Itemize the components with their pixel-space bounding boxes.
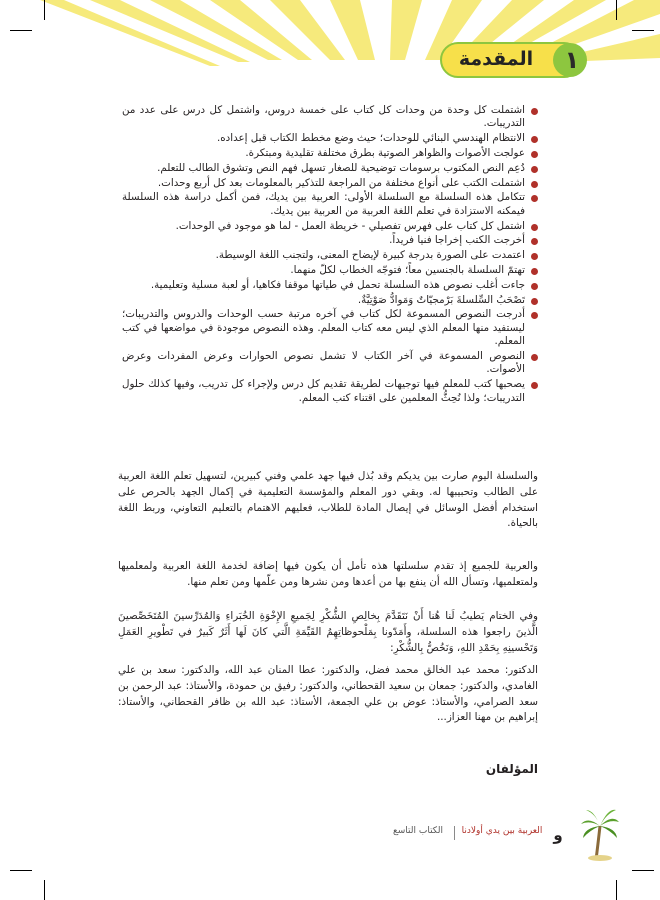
body-paragraph: والعربية للجميع إذ تقدم سلسلتها هذه تأمل أن يكون فيها إضافة لخدمة اللغة العربية ولمعلميها ولمتعلميها، وتسأل الله أن ينفع بها من أعدها ومن نشرها ومن علّمها ومن تعلم منها. bbox=[118, 560, 538, 588]
list-item: اشتملت كل وحدة من وحدات كل كتاب على خمسة دروس، واشتمل كل درس على عدد من التدريبات. bbox=[122, 104, 538, 131]
crop-mark bbox=[616, 880, 617, 900]
features-list bbox=[122, 104, 538, 406]
list-item: أدرجت النصوص المسموعة لكل كتاب في آخره مرتبة حسب الوحدات والدروس والتدريبات؛ ليستفيد منها المعلم الذي ليس معه كتاب المعلم. وهذه النصوص موجودة في مواضعها في كتب المعلم. bbox=[122, 308, 538, 348]
book-name: الكتاب التاسع bbox=[392, 826, 444, 836]
series-name: العربية بين يدي أولادنا bbox=[461, 826, 543, 836]
page-number: و bbox=[553, 826, 563, 844]
footer-divider bbox=[454, 826, 455, 840]
list-item: دُعِم النص المكتوب برسومات توضيحية للصغار تسهل فهم النص وتشوق الطالب للتعلم. bbox=[122, 162, 538, 175]
chapter-title: المقدمة bbox=[458, 48, 534, 70]
body-paragraph: والسلسلة اليوم صارت بين يديكم وقد بُذل فيها جهد علمي وفني كبيرين، لتسهيل تعلم اللغة العربية على الطالب وتحبيبها له. وبقي دور المعلم والمؤسسة التعليمية في إكمال الجهد بالحرص على استخدام أفضل الوسائل في إيصال المادة للطلاب، فعليهم الاهتمام بالتعليم التعاوني، وربط اللغة بالحياة. bbox=[118, 470, 538, 530]
crop-mark bbox=[44, 0, 45, 20]
list-item: تتكامل هذه السلسلة مع السلسلة الأولى: العربية بين يديك، فمن أكمل دراسة هذه السلسلة فيمكنه الاستزادة في تعلم اللغة العربية من العربية بين يديك. bbox=[122, 191, 538, 218]
crop-mark bbox=[44, 880, 45, 900]
palm-tree-icon bbox=[580, 806, 620, 862]
list-item: تَصْحَبُ السِّلسلةَ بَرْمجيّاتٌ وَمَوادُّ صَوْتِيَّةٌ. bbox=[122, 294, 538, 307]
list-item: النصوص المسموعة في آخر الكتاب لا تشمل نصوص الحوارات وعرض المفردات وعرض الأصوات. bbox=[122, 350, 538, 377]
acknowledgement-paragraph: وفي الختام يَطيبُ لَنا هُنا أَنْ نَتَقَدَّمَ بِخالِصِ الشُّكْرِ لِجَميعِ الإِخْوَةِ الخُبَراءِ وَالمُدَرِّسينَ المُتَخَصِّصينَ الَّذينَ راجعوا هذه السلسلة، وأَمَدّونا بِمَلْحوظاتِهِمُ القَيِّمَةِ الَّتي كانَ لَها أَثَرٌ كَبيرٌ في تَطْويرِ العَمَلِ وَتَحْسينِهِ بِحَمْدِ اللهِ، وَنَخُصُّ بِالشُّكْرِ: bbox=[118, 610, 538, 654]
list-item: أخرجت الكتب إخراجا فنيا فريداً. bbox=[122, 234, 538, 247]
list-item: جاءت أغلب نصوص هذه السلسلة تحمل في طياتها موقفا فكاهيا، أو لعبة مسلية وتعليمية. bbox=[122, 279, 538, 292]
crop-mark bbox=[616, 0, 617, 20]
reviewers-paragraph: الدكتور: محمد عبد الخالق محمد فضل، والدكتور: عطا المنان عبد الله، والدكتور: سعد بن علي الغامدي، والدكتور: جمعان بن سعيد القحطاني، والدكتور: رفيق بن حمودة، والأستاذ: عبد الرحمن بن سعد الصرامي، والأستاذ: عوض بن علي الجمعة، الأستاذ: عبد الله بن ظافر القحطاني، والأستاذ: إبراهيم بن مهنا العزاز... bbox=[118, 664, 538, 724]
list-item: الانتظام الهندسي البنائي للوحدات؛ حيث وضع مخطط الكتاب قبل إعداده. bbox=[122, 132, 538, 145]
crop-mark bbox=[10, 870, 32, 871]
list-item: اشتمل كل كتاب على فهرس تفصيلي - خريطة العمل - لما هو موجود في الوحدات. bbox=[122, 220, 538, 233]
list-item: اشتملت الكتب على أنواع مختلفة من المراجعة للتذكير بالمعلومات بعد كل أربع وحدات. bbox=[122, 177, 538, 190]
crop-mark bbox=[632, 30, 654, 31]
crop-mark bbox=[632, 870, 654, 871]
crop-mark bbox=[10, 30, 32, 31]
list-item: عولجت الأصوات والظواهر الصوتية بطرق مختلفة تقليدية ومبتكرة. bbox=[122, 147, 538, 160]
list-item: يصحبها كتب للمعلم فيها توجيهات لطريقة تقديم كل درس ولإجراء كل تدريب، وفيها كذلك حلول التدريبات؛ ولذا نُحِثُّ المعلمين على اقتناء كتب المعلم. bbox=[122, 378, 538, 405]
list-item: اعتمدت على الصورة بدرجة كبيرة لإيضاح المعنى، ولتجنب اللغة الوسيطة. bbox=[122, 249, 538, 262]
chapter-number: ١ bbox=[564, 46, 580, 74]
authors-signature: المؤلفان bbox=[485, 762, 538, 776]
list-item: تهتمّ السلسلة بالجنسين معاً؛ فتوجّه الخطاب لكلّ منهما. bbox=[122, 264, 538, 277]
